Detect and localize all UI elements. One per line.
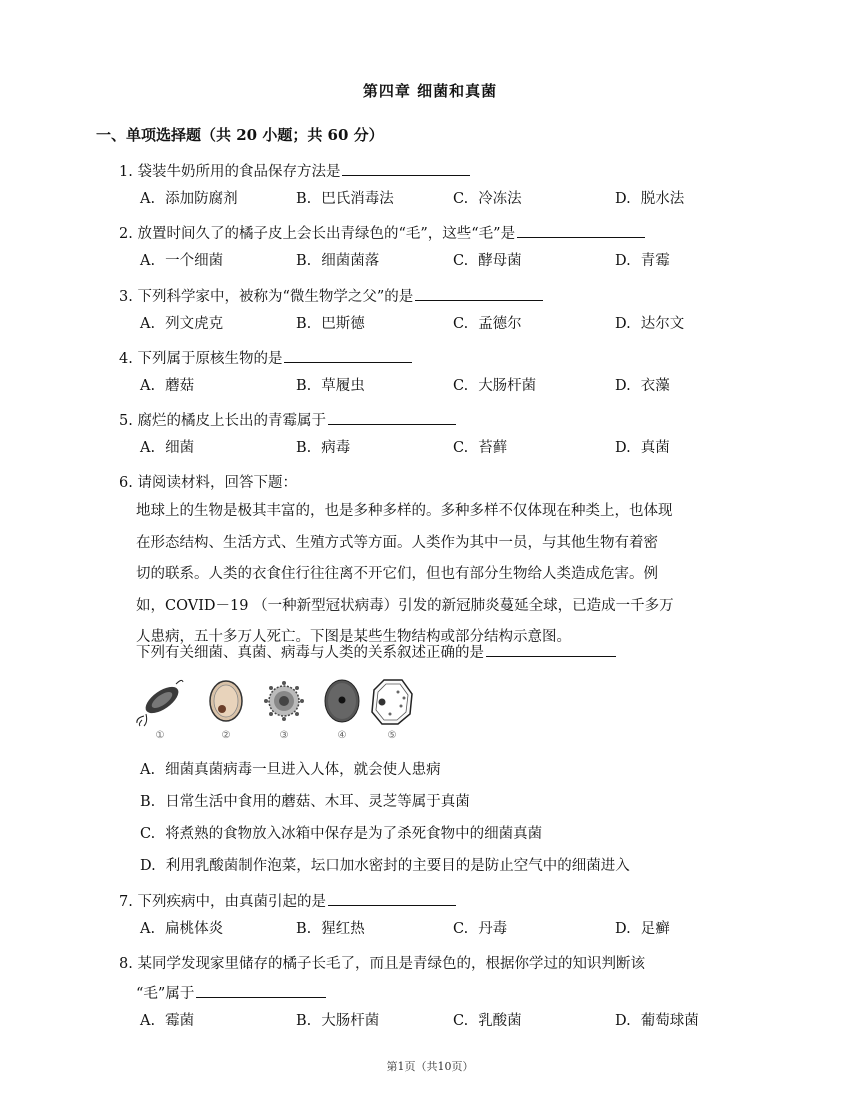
figure-plant-cell: ⑤ xyxy=(368,676,416,742)
option-a: A. 添加防腐剂 xyxy=(140,191,238,207)
bacterium-icon xyxy=(136,676,184,728)
figure-yeast: ② xyxy=(202,676,250,742)
virus-icon xyxy=(260,676,308,728)
option-a: A. 蘑菇 xyxy=(140,378,195,394)
answer-blank xyxy=(517,223,645,238)
question-stem: 7. 下列疾病中，由真菌引起的是 xyxy=(119,894,326,910)
question-stem: 4. 下列属于原核生物的是 xyxy=(119,351,283,367)
reading-passage xyxy=(136,496,764,654)
option-d: D. 真菌 xyxy=(615,440,670,456)
organism-figures xyxy=(136,676,406,746)
question-4-options xyxy=(140,374,820,394)
passage-line: 人患病，五十多万人死亡。下图是某些生物结构或部分结构示意图。 xyxy=(136,629,571,645)
passage-line: 地球上的生物是极其丰富的，也是多种多样的。多种多样不仅体现在种类上，也体现 xyxy=(136,503,673,519)
question-2 xyxy=(119,222,645,243)
answer-blank xyxy=(415,286,543,301)
option-b: B. 草履虫 xyxy=(296,378,365,394)
option-b: B. 日常生活中食用的蘑菇、木耳、灵芝等属于真菌 xyxy=(140,794,470,810)
option-b: B. 病毒 xyxy=(296,440,351,456)
option-a: A. 细菌 xyxy=(140,440,195,456)
question-5-options xyxy=(140,436,820,456)
question-4 xyxy=(119,347,412,368)
question-1-options xyxy=(140,187,820,207)
answer-blank xyxy=(284,348,412,363)
option-a: A. 扁桃体炎 xyxy=(140,921,224,937)
question-2-options xyxy=(140,249,820,269)
option-b: B. 大肠杆菌 xyxy=(296,1013,380,1029)
figure-bacterium: ① xyxy=(136,676,184,742)
answer-blank xyxy=(328,410,456,425)
passage-line: 切的联系。人类的衣食住行往往离不开它们，但也有部分生物给人类造成危害。例 xyxy=(136,566,658,582)
question-stem: 6. 请阅读材料，回答下题： xyxy=(119,475,297,491)
option-b: B. 巴斯德 xyxy=(296,316,365,332)
passage-line: 在形态结构、生活方式、生殖方式等方面。人类作为其中一员，与其他生物有着密 xyxy=(136,534,658,551)
option-c: C. 酵母菌 xyxy=(453,253,522,269)
question-3-options xyxy=(140,312,820,332)
question-8-options xyxy=(140,1009,820,1029)
page-number: 第1页（共10页） xyxy=(386,1060,474,1073)
option-d: D. 达尔文 xyxy=(615,316,685,332)
option-b: B. 猩红热 xyxy=(296,921,365,937)
option-c: C. 乳酸菌 xyxy=(453,1013,522,1029)
option-c: C. 丹毒 xyxy=(453,921,508,937)
figure-animal-cell: ④ xyxy=(318,676,366,742)
answer-blank xyxy=(486,642,616,657)
question-stem: 5. 腐烂的橘皮上长出的青霉属于 xyxy=(119,413,326,429)
option-b: B. 细菌菌落 xyxy=(296,253,380,269)
question-stem: 1. 袋装牛奶所用的食品保存方法是 xyxy=(119,164,341,180)
question-stem: 3. 下列科学家中，被称为“微生物学之父”的是 xyxy=(119,289,414,305)
passage-line: 如，COVID－19 （一种新型冠状病毒）引发的新冠肺炎蔓延全球，已造成一千多万 xyxy=(136,597,674,614)
option-a: A. 细菌真菌病毒一旦进入人体，就会使人患病 xyxy=(140,762,441,778)
question-6 xyxy=(119,471,297,492)
answer-blank xyxy=(342,161,470,176)
option-d: D. 青霉 xyxy=(615,253,670,269)
answer-blank xyxy=(328,891,456,906)
yeast-cell-icon xyxy=(202,676,250,728)
answer-blank xyxy=(196,983,326,998)
option-a: A. 列文虎克 xyxy=(140,316,224,332)
question-6-prompt: 下列有关细菌、真菌、病毒与人类的关系叙述正确的是 xyxy=(136,641,616,662)
question-1 xyxy=(119,160,470,181)
option-d: D. 脱水法 xyxy=(615,191,685,207)
option-c: C. 冷冻法 xyxy=(453,191,522,207)
question-7-options xyxy=(140,917,820,937)
animal-cell-icon xyxy=(318,676,366,728)
option-d: D. 利用乳酸菌制作泡菜，坛口加水密封的主要目的是防止空气中的细菌进入 xyxy=(140,858,630,874)
question-8 xyxy=(119,952,645,973)
question-5 xyxy=(119,409,456,430)
question-stem: 2. 放置时间久了的橘子皮上会长出青绿色的“毛”，这些“毛”是 xyxy=(119,226,516,242)
question-7 xyxy=(119,890,456,911)
option-d: D. 衣藻 xyxy=(615,378,670,394)
question-3 xyxy=(119,285,543,306)
option-c: C. 孟德尔 xyxy=(453,316,522,332)
question-stem: 8. 某同学发现家里储存的橘子长毛了，而且是青绿色的，根据你学过的知识判断该 xyxy=(119,956,645,972)
option-c: C. 将煮熟的食物放入冰箱中保存是为了杀死食物中的细菌真菌 xyxy=(140,826,543,842)
option-a: A. 霉菌 xyxy=(140,1013,195,1029)
option-a: A. 一个细菌 xyxy=(140,253,224,269)
option-d: D. 足癣 xyxy=(615,921,670,937)
figure-virus: ③ xyxy=(260,676,308,742)
question-8-continued: “毛”属于 xyxy=(136,982,326,1003)
plant-cell-icon xyxy=(368,676,416,728)
section-heading: 一、单项选择题（共 20 小题；共 60 分） xyxy=(96,126,384,144)
option-b: B. 巴氏消毒法 xyxy=(296,191,394,207)
option-d: D. 葡萄球菌 xyxy=(615,1013,699,1029)
option-c: C. 苔藓 xyxy=(453,440,508,456)
page-title: 第四章 细菌和真菌 xyxy=(362,82,498,100)
option-c: C. 大肠杆菌 xyxy=(453,378,537,394)
